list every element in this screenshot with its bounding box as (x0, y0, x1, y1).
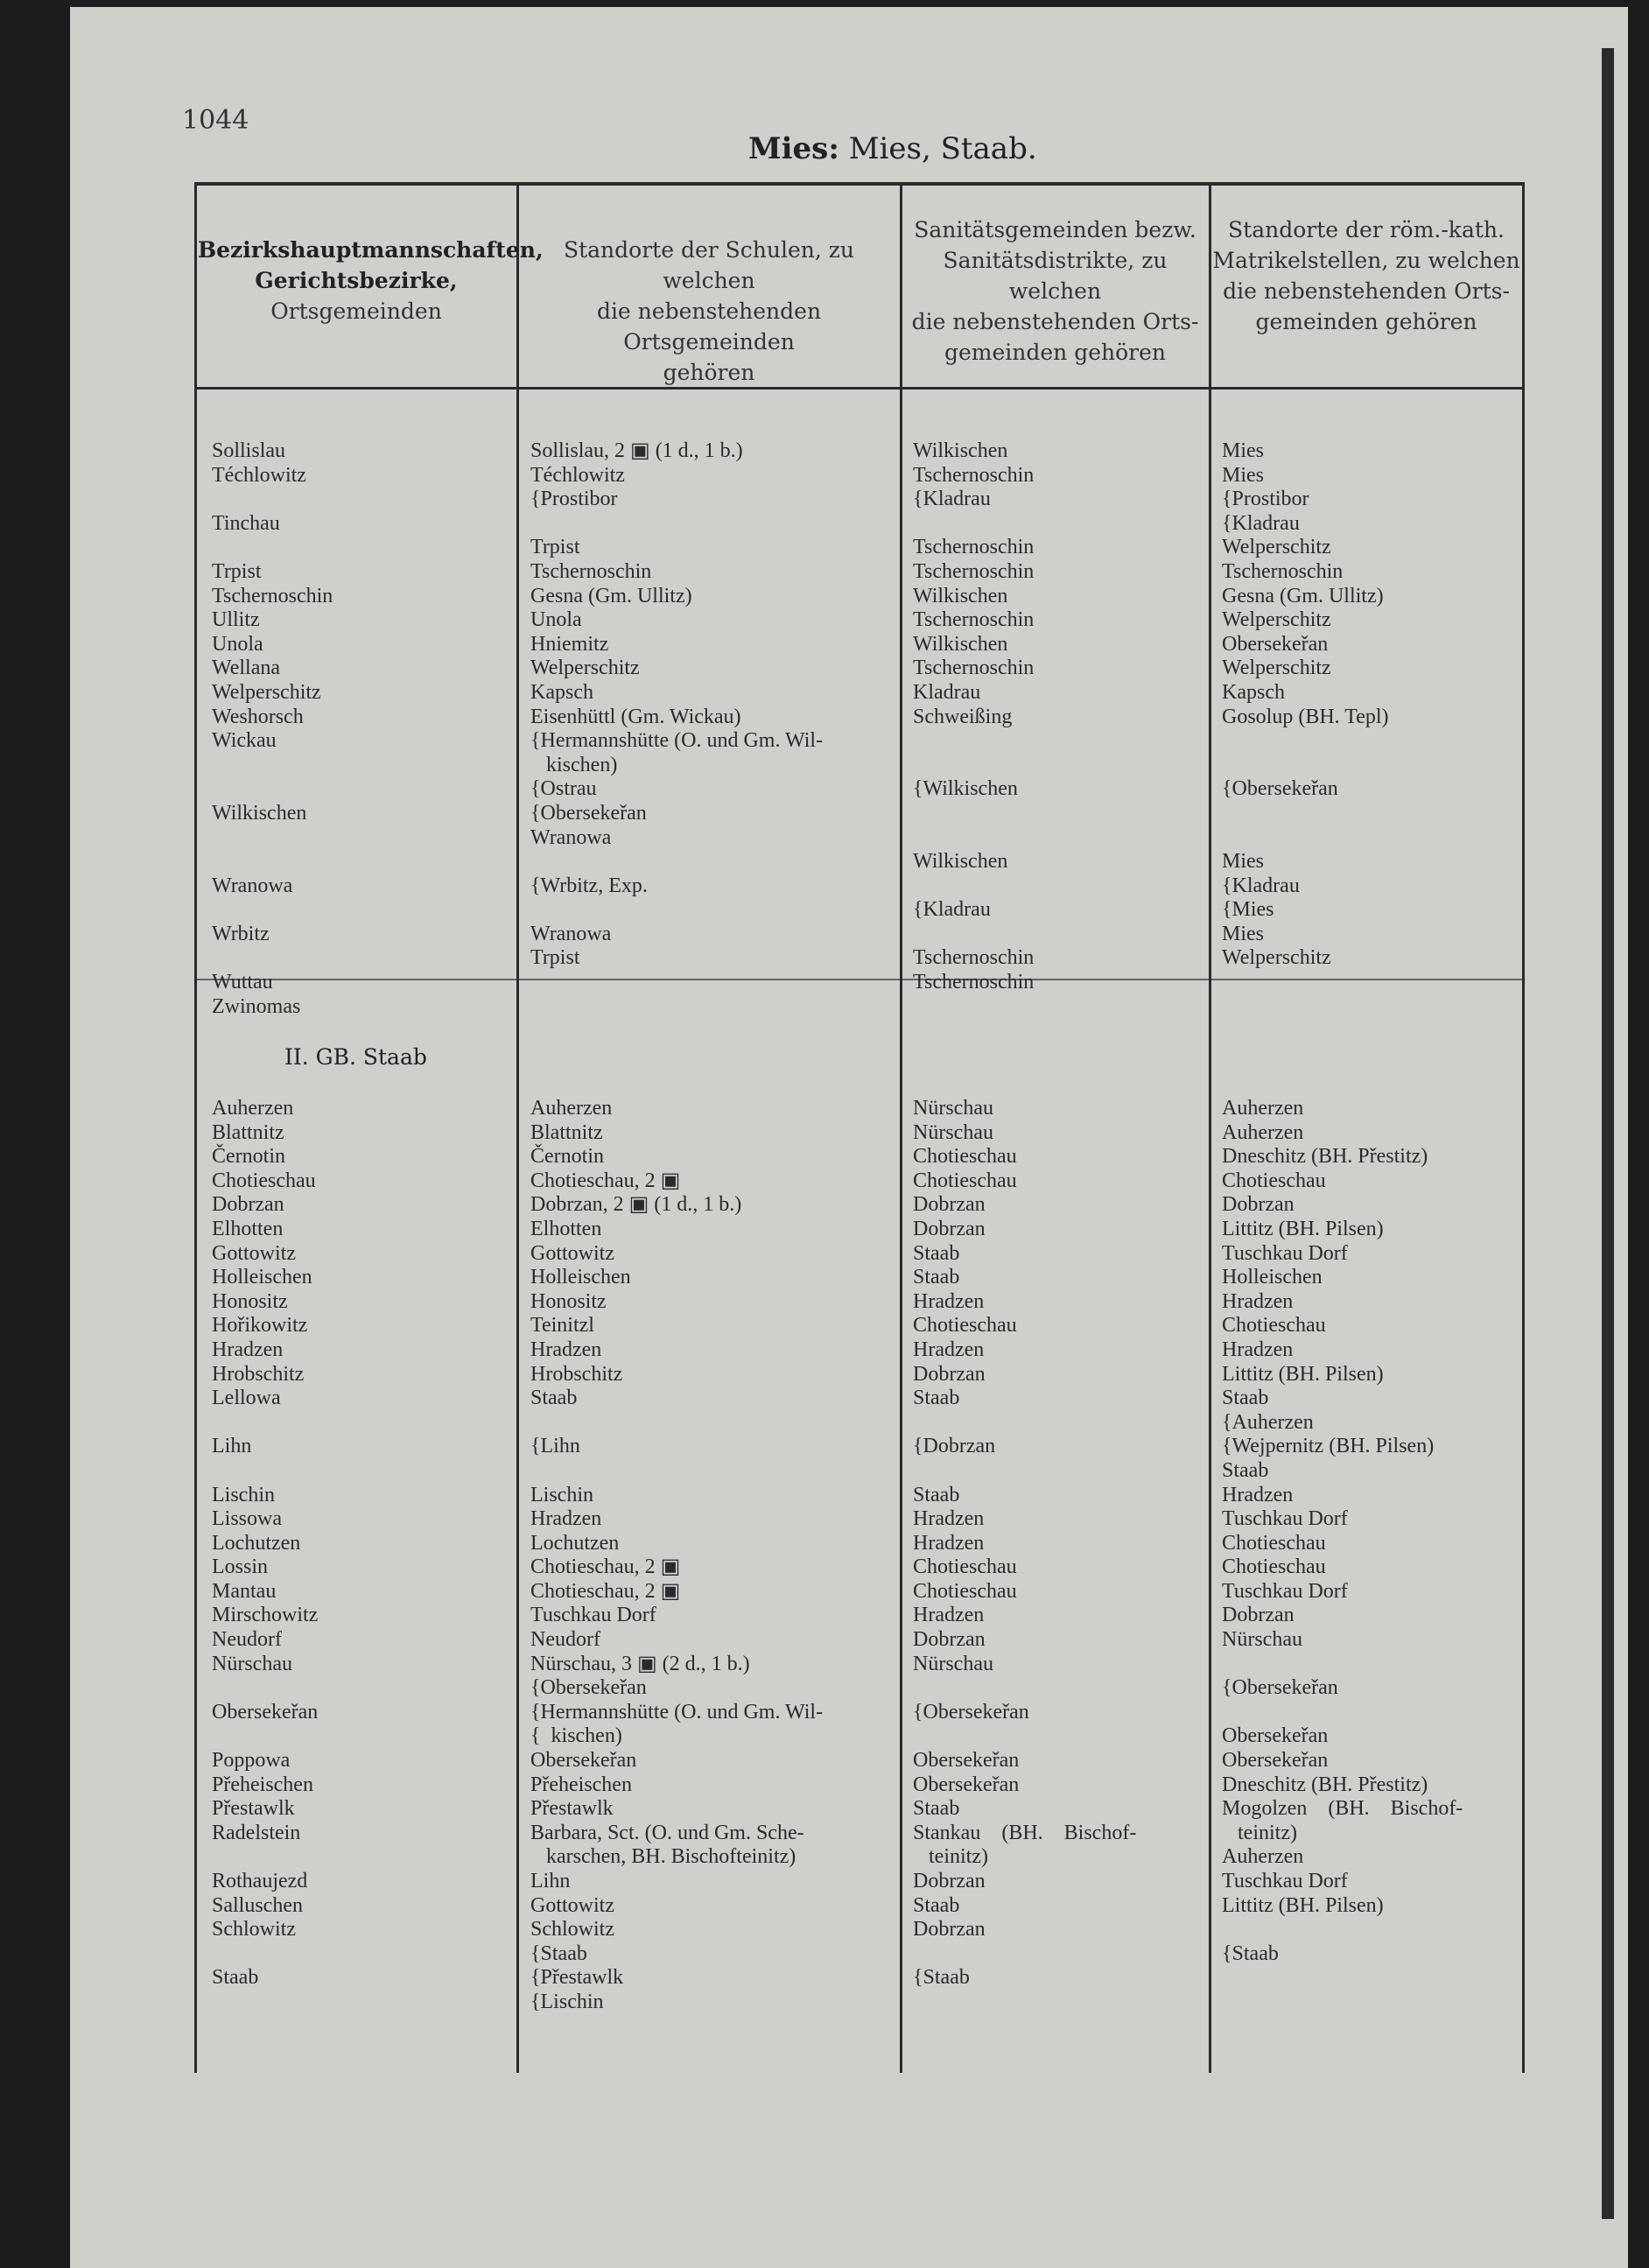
table-cell: Téchlowitz (530, 463, 625, 487)
table-cell: {Kladrau (1222, 874, 1300, 897)
table-cell: Auherzen (212, 1097, 294, 1120)
col-matrikel-sec1 (1222, 439, 1389, 971)
table-cell: Wilkischen (212, 801, 307, 825)
table-cell: Lochutzen (212, 1531, 301, 1555)
table-cell: Dobrzan, 2 ▣ (1 d., 1 b.) (530, 1193, 742, 1217)
table-cell: Tschernoschin (530, 559, 652, 583)
table-cell (212, 826, 333, 851)
table-cell: Obersekeřan (1222, 632, 1329, 656)
table-cell: {Hermannshütte (O. und Gm. Wil- (530, 729, 824, 753)
table-cell (913, 874, 1034, 899)
table-cell: Sollislau, 2 ▣ (1 d., 1 b.) (530, 439, 743, 462)
table-cell: Přeheischen (530, 1773, 632, 1796)
table-cell: Gesna (Gm. Ullitz) (530, 584, 692, 607)
table-cell: {Obersekeřan (530, 1676, 647, 1700)
table-cell: Chotieschau (913, 1314, 1017, 1338)
table-cell: Tschernoschin (913, 608, 1035, 632)
table-cell: Wilkischen (913, 632, 1008, 656)
table-cell: Neudorf (212, 1628, 282, 1652)
table-cell: Hradzen (913, 1289, 985, 1313)
table-cell: Littitz (BH. Pilsen) (1222, 1893, 1384, 1917)
table-cell: Přeheischen (212, 1773, 313, 1796)
header-col3-line4: gemeinden gehören (944, 340, 1167, 365)
table-cell: {Staab (530, 1941, 587, 1965)
table-cell: Chotieschau, 2 ▣ (530, 1555, 681, 1579)
table-cell: Dneschitz (BH. Přestitz) (1222, 1773, 1428, 1796)
table-cell: Mies (1222, 850, 1264, 874)
table-cell: {Obersekeřan (530, 801, 647, 825)
table-cell: Welperschitz (212, 680, 321, 704)
table-cell: Obersekeřan (913, 1749, 1020, 1773)
table-cell (1222, 1918, 1463, 1942)
table-cell: Wilkischen (913, 439, 1008, 462)
header-col4-line3: die nebenstehenden Orts- (1223, 278, 1510, 304)
table-cell: {Lihn (530, 1435, 580, 1458)
table-right-rule (1522, 182, 1525, 2073)
table-cell: Teinitzl (530, 1314, 594, 1338)
table-cell: {Obersekeřan (913, 1700, 1029, 1724)
table-cell: Staab (913, 1241, 960, 1265)
table-cell: Blattnitz (212, 1120, 284, 1144)
page-title-rest: Mies, Staab. (839, 131, 1037, 166)
table-cell (1222, 1701, 1463, 1725)
table-cell: Trpist (530, 536, 580, 559)
page-title-bold: Mies: (748, 131, 839, 166)
table-cell: Mirschowitz (212, 1604, 319, 1627)
table-cell: {Prostibor (1222, 488, 1309, 511)
table-cell (1222, 826, 1389, 851)
page-binding-edge (1602, 48, 1614, 2219)
col-schulen-sec2 (530, 1097, 823, 2015)
table-cell: Chotieschau (1222, 1314, 1326, 1338)
table-cell: Hradzen (212, 1338, 284, 1361)
column-rule-1 (516, 182, 519, 2073)
table-cell (530, 898, 823, 923)
table-cell: { kischen) (530, 1724, 622, 1748)
table-cell: Kladrau (913, 680, 981, 704)
table-cell: Chotieschau (913, 1579, 1017, 1603)
table-cell: Dobrzan (913, 1362, 986, 1386)
table-cell: Honositz (212, 1289, 288, 1313)
table-cell: {Obersekeřan (1222, 1676, 1338, 1700)
table-cell (913, 1676, 1136, 1701)
table-cell: {Dobrzan (913, 1435, 996, 1458)
table-cell (913, 1459, 1136, 1484)
header-col1-line1: Bezirkshauptmannschaften, (198, 237, 544, 263)
table-cell: Stankau (BH. Bischof- (913, 1821, 1137, 1844)
table-cell: Rothaujezd (212, 1870, 308, 1892)
col-ortsgemeinden-sec1 (212, 439, 333, 1019)
table-cell: Hradzen (913, 1531, 985, 1555)
table-cell: Wuttau (212, 971, 273, 994)
table-cell: Černotin (530, 1145, 604, 1169)
table-cell: Chotieschau, 2 ▣ (530, 1579, 681, 1603)
table-cell: Elhotten (530, 1217, 602, 1240)
table-cell: Gottowitz (530, 1893, 614, 1917)
table-cell: Dobrzan (1222, 1193, 1295, 1217)
table-cell: Lihn (212, 1435, 252, 1458)
table-cell: Hradzen (913, 1338, 985, 1361)
table-cell: Honositz (530, 1289, 607, 1313)
table-cell (530, 850, 823, 874)
table-cell: Staab (530, 1387, 578, 1410)
table-cell: Obersekeřan (1222, 1749, 1329, 1773)
table-cell (913, 802, 1034, 826)
table-cell: Tschernoschin (212, 584, 333, 607)
table-cell: Chotieschau (1222, 1169, 1326, 1192)
table-cell: Nürschau (1222, 1628, 1302, 1652)
table-cell: Salluschen (212, 1893, 303, 1917)
table-cell: Staab (913, 1797, 960, 1821)
table-cell (212, 536, 333, 560)
table-cell: Staab (913, 1387, 960, 1410)
table-cell: Holleischen (1222, 1266, 1323, 1289)
table-cell: Schweißing (913, 705, 1013, 728)
table-cell: Dobrzan (212, 1193, 284, 1217)
header-col4-line1: Standorte der röm.-kath. (1228, 217, 1505, 242)
table-cell: Hradzen (1222, 1289, 1294, 1313)
table-cell: Dobrzan (913, 1918, 986, 1941)
table-cell (212, 1411, 318, 1436)
table-cell: Kapsch (530, 680, 593, 704)
table-cell (530, 512, 823, 537)
table-cell: teinitz) (1222, 1821, 1297, 1844)
table-cell: Tuschkau Dorf (1222, 1870, 1348, 1892)
table-cell: Wranowa (530, 825, 612, 849)
table-cell: Eisenhüttl (Gm. Wickau) (530, 705, 741, 728)
header-col1 (198, 235, 544, 327)
table-cell: Nürschau (212, 1652, 292, 1675)
col-ortsgemeinden-sec2 (212, 1097, 318, 1991)
table-cell: Černotin (212, 1145, 285, 1169)
table-cell: Wranowa (530, 922, 612, 945)
table-cell: Chotieschau (212, 1169, 316, 1192)
section-title-staab: II. GB. Staab (284, 1044, 427, 1070)
header-col2-line1: Standorte der Schulen, zu welchen (563, 237, 855, 293)
table-cell: Nürschau (913, 1097, 993, 1120)
table-cell: Chotieschau (1222, 1531, 1326, 1555)
table-cell: Barbara, Sct. (O. und Gm. Sche- (530, 1821, 804, 1844)
table-cell (913, 729, 1034, 754)
table-cell: {Mies (1222, 898, 1274, 922)
table-cell: {Staab (913, 1966, 970, 1990)
table-cell (212, 754, 333, 778)
table-cell: Lellowa (212, 1387, 281, 1410)
table-cell: Holleischen (530, 1266, 631, 1289)
table-cell: Wrbitz (212, 922, 270, 945)
table-cell: Unola (212, 632, 263, 656)
table-cell: Welperschitz (1222, 536, 1331, 559)
header-col2-line2: die nebenstehenden Ortsgemeinden (596, 298, 822, 355)
col-matrikel-sec2 (1222, 1097, 1463, 1966)
table-cell: Chotieschau (913, 1169, 1017, 1192)
table-cell: Auherzen (1222, 1097, 1304, 1120)
table-cell (913, 1411, 1136, 1436)
table-cell: Hradzen (530, 1507, 602, 1531)
table-cell: {Obersekeřan (1222, 777, 1338, 801)
table-cell: Nürschau (913, 1652, 993, 1675)
table-cell: Chotieschau, 2 ▣ (530, 1169, 681, 1192)
table-cell: Hradzen (913, 1507, 985, 1531)
table-cell: Chotieschau (913, 1555, 1017, 1579)
table-cell: Lischin (212, 1483, 275, 1506)
table-cell (212, 777, 333, 802)
table-cell (212, 1845, 318, 1870)
table-cell: Hniemitz (530, 632, 609, 656)
table-cell: Gosolup (BH. Tepl) (1222, 705, 1389, 728)
table-cell: Wilkischen (913, 584, 1008, 607)
table-cell: Chotieschau (1222, 1555, 1326, 1579)
table-cell: Tuschkau Dorf (1222, 1241, 1348, 1265)
header-col1-line3: Ortsgemeinden (270, 298, 442, 324)
table-cell: Auherzen (530, 1097, 613, 1120)
table-cell: Welperschitz (1222, 946, 1331, 970)
table-cell: Dneschitz (BH. Přestitz) (1222, 1145, 1428, 1169)
table-cell (913, 754, 1034, 778)
table-cell: Tschernoschin (913, 536, 1035, 559)
table-cell (212, 850, 333, 874)
table-cell: Schlowitz (212, 1918, 296, 1941)
table-cell (212, 898, 333, 923)
table-cell: Kapsch (1222, 680, 1285, 704)
table-cell (1222, 729, 1389, 754)
table-cell: Obersekeřan (1222, 1724, 1329, 1748)
table-cell: Welperschitz (1222, 608, 1331, 632)
table-cell: Přestawlk (530, 1797, 614, 1821)
table-cell: Hrobschitz (212, 1362, 305, 1386)
table-cell: Hradzen (1222, 1338, 1294, 1361)
table-cell (212, 1459, 318, 1484)
table-cell: Staab (212, 1966, 259, 1990)
table-cell: Dobrzan (913, 1193, 986, 1217)
table-cell: {Kladrau (1222, 511, 1300, 535)
table-cell: {Wilkischen (913, 777, 1018, 801)
page-number: 1044 (182, 105, 249, 136)
table-cell: Tschernoschin (913, 463, 1035, 487)
table-cell: Mantau (212, 1579, 277, 1603)
table-cell: Gottowitz (530, 1241, 614, 1265)
table-cell: karschen, BH. Bischofteinitz) (530, 1845, 796, 1869)
table-cell: Nürschau (913, 1120, 993, 1144)
table-cell: Chotieschau (913, 1145, 1017, 1169)
table-cell: Lossin (212, 1555, 269, 1579)
header-col3-line1: Sanitätsgemeinden bezw. (914, 217, 1196, 242)
table-cell: {Lischin (530, 1990, 604, 2013)
table-cell (530, 1411, 823, 1436)
table-cell (913, 1724, 1136, 1749)
table-cell: Staab (1222, 1458, 1269, 1482)
table-cell: Staab (913, 1893, 960, 1917)
table-cell: Blattnitz (530, 1120, 603, 1144)
table-cell: Mies (1222, 439, 1264, 462)
table-cell: Mies (1222, 463, 1264, 487)
table-cell: Lochutzen (530, 1531, 620, 1555)
table-cell: Zwinomas (212, 994, 301, 1018)
table-cell (1222, 1653, 1463, 1677)
page-title (748, 131, 1037, 166)
table-cell: Hořikowitz (212, 1314, 308, 1338)
table-cell: Obersekeřan (212, 1700, 319, 1724)
table-cell: {Auherzen (1222, 1410, 1314, 1434)
table-cell: Poppowa (212, 1749, 291, 1773)
table-cell: Auherzen (1222, 1845, 1304, 1869)
table-cell: Elhotten (212, 1217, 284, 1240)
table-cell: Přestawlk (212, 1797, 295, 1821)
table-cell: Trpist (530, 946, 580, 970)
col-sanitaet-sec1 (913, 439, 1034, 995)
table-cell: Littitz (BH. Pilsen) (1222, 1217, 1384, 1240)
table-cell: Schlowitz (530, 1918, 614, 1941)
table-cell: Weshorsch (212, 705, 304, 728)
table-cell: Obersekeřan (530, 1749, 637, 1773)
column-rule-3 (1209, 182, 1211, 2073)
table-cell: Neudorf (530, 1628, 600, 1652)
table-cell: Tschernoschin (913, 559, 1035, 583)
header-col3-line2: Sanitätsdistrikte, zu welchen (943, 248, 1168, 304)
table-cell: Tschernoschin (913, 946, 1035, 970)
header-col3 (903, 214, 1207, 368)
table-cell: Ullitz (212, 608, 260, 632)
table-cell: Obersekeřan (913, 1773, 1020, 1796)
header-col4-line4: gemeinden gehören (1255, 309, 1477, 334)
table-cell: Téchlowitz (212, 463, 306, 487)
table-cell: Tuschkau Dorf (1222, 1579, 1348, 1603)
table-cell: Wellana (212, 657, 281, 680)
table-cell: Dobrzan (913, 1217, 986, 1240)
table-cell: Unola (530, 608, 582, 632)
table-top-rule (194, 182, 1525, 186)
table-cell: {Kladrau (913, 488, 991, 511)
table-cell: Trpist (212, 559, 262, 583)
table-cell: Lischin (530, 1483, 593, 1506)
table-cell: {Prostibor (530, 488, 618, 511)
table-left-rule (194, 182, 197, 2073)
table-cell: Tinchau (212, 511, 280, 535)
column-rule-2 (900, 182, 902, 2073)
table-cell (913, 512, 1034, 537)
table-cell: kischen) (530, 753, 618, 776)
table-cell: Dobrzan (913, 1870, 986, 1892)
table-cell: Tuschkau Dorf (1222, 1507, 1348, 1531)
table-cell: Hrobschitz (530, 1362, 623, 1386)
table-cell: Tschernoschin (913, 971, 1035, 994)
table-cell: Wranowa (212, 874, 293, 897)
table-cell: Welperschitz (530, 657, 640, 680)
table-cell (913, 1942, 1136, 1967)
table-cell: {Wejpernitz (BH. Pilsen) (1222, 1435, 1435, 1458)
table-cell: Staab (913, 1483, 960, 1506)
table-cell: teinitz) (913, 1845, 988, 1869)
table-cell: Tschernoschin (1222, 559, 1344, 583)
table-cell (212, 488, 333, 512)
table-cell: Dobrzan (1222, 1604, 1295, 1627)
table-cell (1222, 754, 1389, 778)
table-cell: Tuschkau Dorf (530, 1604, 656, 1627)
table-cell: Hradzen (1222, 1483, 1294, 1506)
table-cell: Radelstein (212, 1821, 301, 1844)
table-cell: Staab (1222, 1387, 1269, 1410)
table-cell: Staab (913, 1266, 960, 1289)
table-cell: Gottowitz (212, 1241, 296, 1265)
table-cell: Wickau (212, 729, 277, 753)
table-cell: Gesna (Gm. Ullitz) (1222, 584, 1384, 607)
table-cell: {Kladrau (913, 898, 991, 922)
header-col1-line2: Gerichtsbezirke, (255, 268, 458, 293)
table-cell: Littitz (BH. Pilsen) (1222, 1362, 1384, 1386)
table-cell: Hradzen (530, 1338, 602, 1361)
table-cell (1222, 802, 1389, 826)
table-cell: Dobrzan (913, 1628, 986, 1652)
table-cell: Tschernoschin (913, 657, 1035, 680)
col-sanitaet-sec2 (913, 1097, 1136, 1991)
table-cell: Lihn (530, 1870, 571, 1892)
table-cell: {Hermannshütte (O. und Gm. Wil- (530, 1700, 824, 1724)
header-col2 (520, 235, 898, 388)
table-cell (913, 923, 1034, 947)
col-schulen-sec1 (530, 439, 823, 971)
table-cell (212, 1724, 318, 1749)
section-divider-rule (194, 979, 1525, 980)
table-cell: Holleischen (212, 1266, 312, 1289)
table-cell: Welperschitz (1222, 657, 1331, 680)
header-col2-line3: gehören (663, 360, 755, 385)
header-col3-line3: die nebenstehenden Orts- (911, 309, 1199, 334)
header-col4-line2: Matrikelstellen, zu welchen (1212, 248, 1520, 273)
header-col4 (1212, 214, 1520, 337)
table-cell: {Přestawlk (530, 1966, 624, 1990)
table-cell: Hradzen (913, 1604, 985, 1627)
table-cell: {Wrbitz, Exp. (530, 874, 648, 897)
table-cell: Sollislau (212, 439, 286, 462)
table-cell: Nürschau, 3 ▣ (2 d., 1 b.) (530, 1652, 750, 1675)
table-cell (913, 826, 1034, 851)
table-cell: {Ostrau (530, 777, 597, 801)
table-cell (212, 1942, 318, 1967)
table-cell: Wilkischen (913, 850, 1008, 874)
table-cell (212, 946, 333, 971)
table-cell: Mogolzen (BH. Bischof- (1222, 1797, 1463, 1821)
table-cell: Lissowa (212, 1507, 282, 1531)
table-cell (530, 1459, 823, 1484)
table-cell: Auherzen (1222, 1120, 1304, 1144)
table-cell (212, 1676, 318, 1701)
table-cell: {Staab (1222, 1941, 1279, 1965)
table-cell: Mies (1222, 922, 1264, 945)
